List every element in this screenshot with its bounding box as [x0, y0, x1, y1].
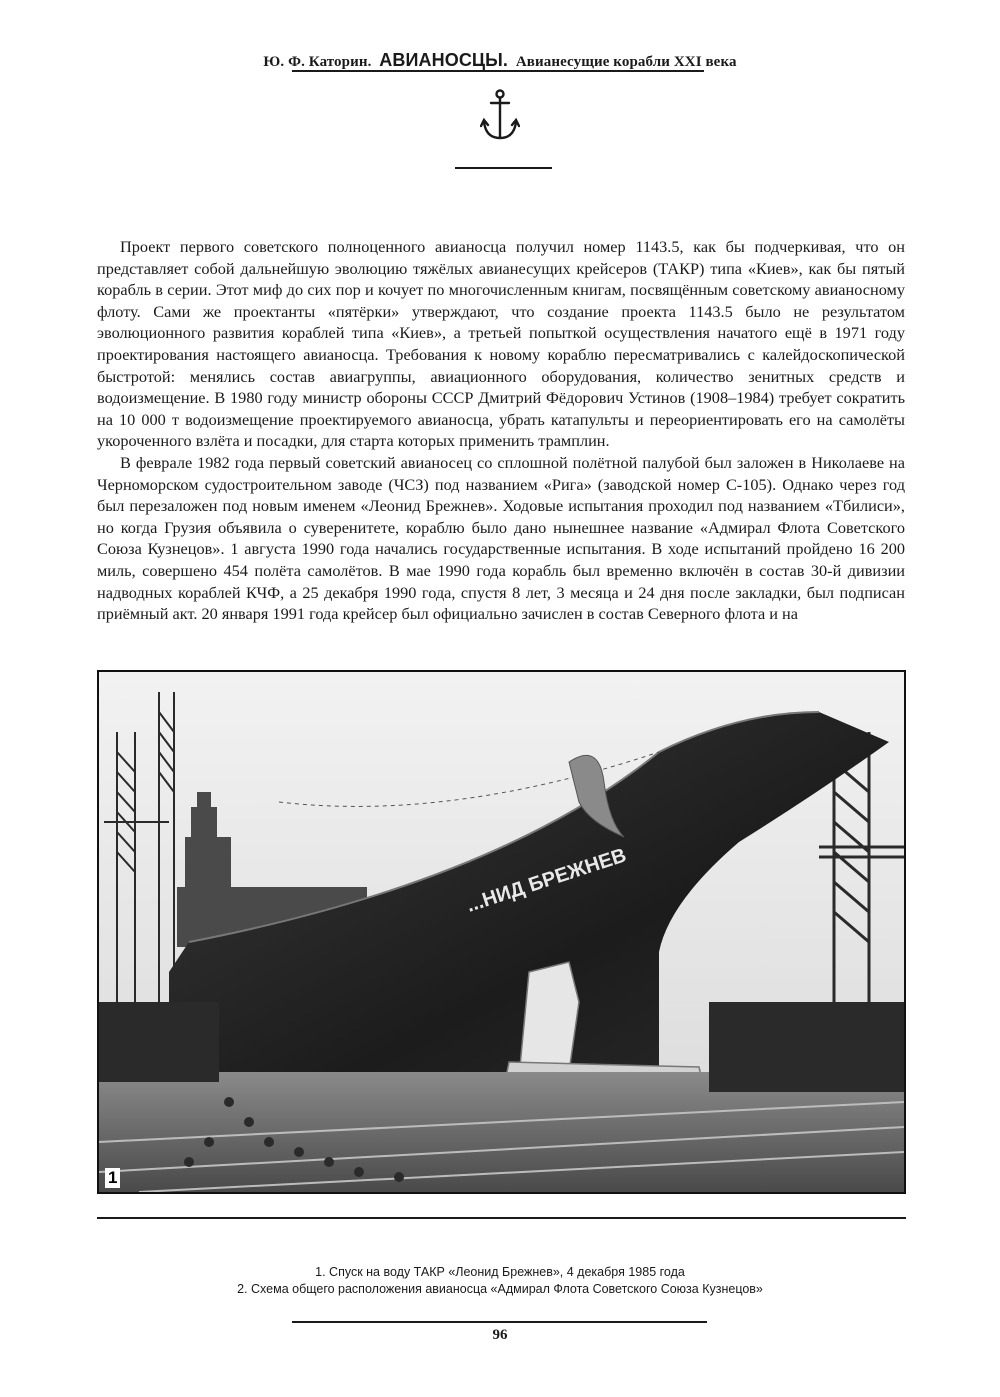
- caption-1: 1. Спуск на воду ТАКР «Леонид Брежнев», 4 декабря 1985 года: [315, 1265, 685, 1279]
- ship-launch-illustration: [99, 672, 904, 1192]
- page-number: 96: [492, 1327, 508, 1343]
- header-rule: [292, 70, 704, 72]
- running-header: [0, 50, 1000, 71]
- figure-number: 1: [105, 1168, 120, 1188]
- anchor-icon: [480, 88, 520, 144]
- header-author: Ю. Ф. Каторин.: [263, 54, 372, 70]
- hull-name: ...НИД БРЕЖНЕВ: [463, 844, 630, 917]
- caption-rule-bottom: [292, 1321, 707, 1323]
- caption-rule-top: [97, 1217, 906, 1219]
- caption-2: 2. Схема общего расположения авианосца «Адмирал Флота Советского Союза Кузнецов»: [237, 1282, 763, 1296]
- header-title: АВИАНОСЦЫ.: [379, 50, 509, 70]
- paragraph-1: Проект первого советского полноценного авианосца получил номер 1143.5, как бы подчеркивая, что он представляет собой дальнейшую эволюцию тяжёлых авианесущих крейсеров (ТАКР) типа «Киев», как бы пятый корабль в серии. Этот миф до сих пор и кочует по многочисленным книгам, посвящённым советскому авианосному флоту. Сами же проектанты «пятёрки» утверждают, что создание проекта 1143.5 было не результатом эволюционного развития кораблей типа «Киев», а третьей попыткой осуществления начатого ещё в 1971 году проектирования настоящего авианосца. Требования к новому кораблю пересматривались с калейдоскопической быстротой: менялись состав авиагруппы, авиационного оборудования, количество зенитных средств и водоизмещение. В 1980 году министр обороны СССР Дмитрий Фёдорович Устинов (1908–1984) требует сократить на 10 000 т водоизмещение проектируемого авианосца, убрать катапульты и переориентировать его на самолёты укороченного взлёта и посадки, для старта которых применить трамплин.: [97, 237, 905, 451]
- figure-captions: [0, 1264, 1000, 1298]
- ship-launch-photo: [97, 670, 906, 1194]
- ornament-rule: [455, 167, 552, 169]
- header-subtitle: Авианесущие корабли XXI века: [515, 54, 737, 70]
- paragraph-2: В феврале 1982 года первый советский авианосец со сплошной полётной палубой был заложен в Николаеве на Черноморском судостроительном заводе (ЧСЗ) под названием «Рига» (заводской номер С-105). Однако через год был перезаложен под новым именем «Леонид Брежнев». Ходовые испытания проходил под названием «Тбилиси», но когда Грузия объявила о суверенитете, кораблю было дано нынешнее название «Адмирал Флота Советского Союза Кузнецов». 1 августа 1990 года начались государственные испытания. В ходе испытаний пройдено 16 200 миль, совершено 454 полёта самолётов. В мае 1990 года корабль был временно включён в состав 30-й дивизии надводных кораблей КЧФ, а 25 декабря 1990 года, спустя 8 лет, 3 месяца и 24 дня после закладки, был подписан приёмный акт. 20 января 1991 года крейсер был официально зачислен в состав Северного флота и на: [97, 452, 905, 624]
- body-text: [97, 236, 905, 625]
